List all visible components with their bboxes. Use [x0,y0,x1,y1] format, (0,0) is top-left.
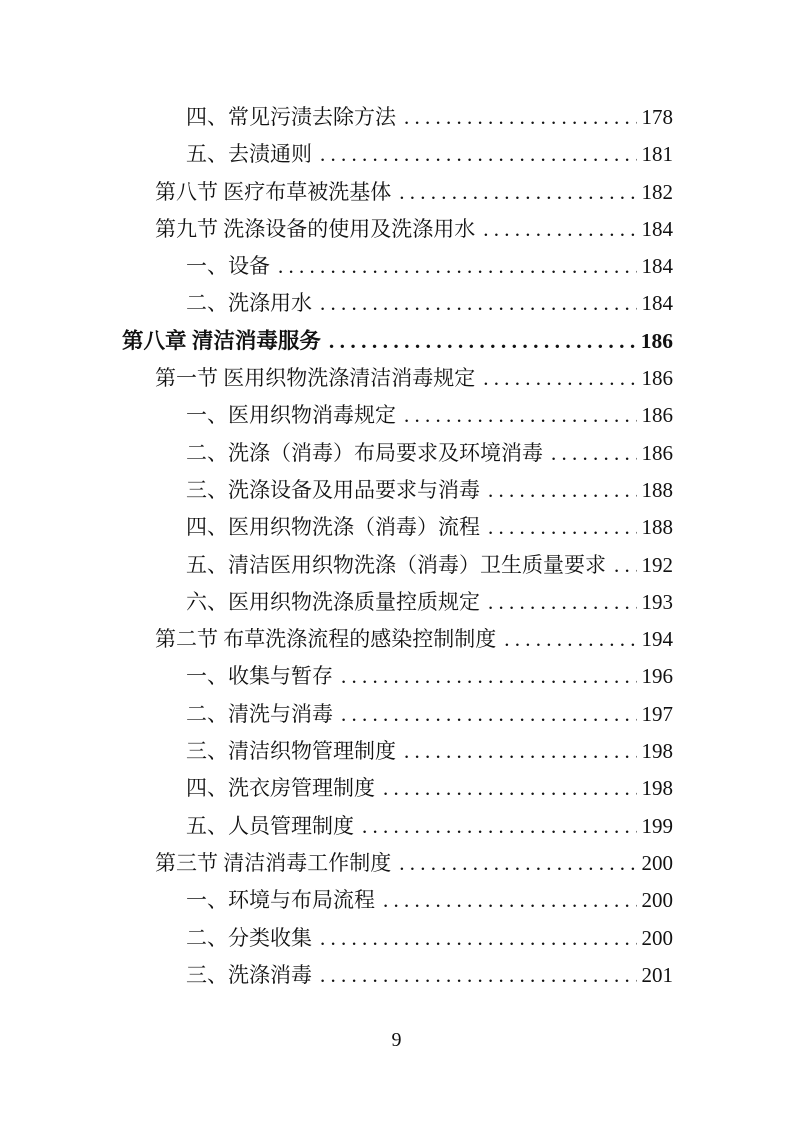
toc-entry-title: 二、分类收集 [186,925,312,950]
toc-dot-leader [362,808,637,845]
toc-entry [122,211,673,248]
toc-entry-title: 二、洗涤（消毒）布局要求及环境消毒 [186,440,543,465]
toc-dot-leader [320,285,637,322]
toc-entry-page: 198 [641,776,673,801]
toc-entry [122,845,673,882]
toc-entry-title: 三、洗涤消毒 [186,962,312,987]
toc-entry [122,696,673,733]
toc-entry-title: 六、医用织物洗涤质量控质规定 [186,589,480,614]
toc-dot-leader [483,360,637,397]
toc-entry [122,472,673,509]
toc-entry-page: 188 [641,515,673,540]
toc-dot-leader [404,733,637,770]
toc-entry-title: 一、收集与暂存 [186,664,333,689]
toc-dot-leader [320,920,637,957]
toc-dot-leader [614,547,637,584]
toc-entry-title: 二、清洗与消毒 [186,701,333,726]
toc-entry [122,99,673,136]
toc-entry-title: 四、常见污渍去除方法 [186,105,396,129]
toc-entry-page: 199 [641,813,673,838]
toc-entry-page: 188 [641,477,673,502]
toc-dot-leader [320,957,637,994]
toc-entry-title: 四、洗衣房管理制度 [186,776,375,801]
toc-dot-leader [320,136,637,173]
toc-entry [122,509,673,546]
toc-entry-page: 186 [640,328,673,353]
toc-dot-leader [278,248,637,285]
toc-entry [122,435,673,472]
toc-dot-leader [504,621,637,658]
toc-entry [122,658,673,695]
toc-dot-leader [383,770,637,807]
toc-dot-leader [404,99,637,136]
toc-entry [122,957,673,994]
toc-dot-leader [488,472,637,509]
toc-entry [122,174,673,211]
toc-dot-leader [399,845,637,882]
toc-dot-leader [399,174,637,211]
toc-entry-title: 一、医用织物消毒规定 [186,403,396,428]
toc-entry [122,248,673,285]
toc-entry-page: 193 [641,589,673,614]
toc-entry-title: 五、清洁医用织物洗涤（消毒）卫生质量要求 [186,552,606,577]
toc-entry-page: 186 [641,366,673,391]
toc-entry-page: 178 [641,105,673,129]
toc-entry-page: 184 [641,254,673,279]
toc-entry [122,621,673,658]
toc-entry-title: 一、环境与布局流程 [186,888,375,913]
table-of-contents [122,99,673,994]
toc-dot-leader [383,882,637,919]
toc-entry-title: 第二节 布草洗涤流程的感染控制制度 [155,627,497,652]
toc-dot-leader [329,323,637,360]
toc-entry [122,397,673,434]
toc-entry-page: 182 [641,179,673,204]
toc-entry [122,547,673,584]
toc-entry-title: 五、人员管理制度 [186,813,354,838]
toc-entry-title: 第八章 清洁消毒服务 [122,328,321,353]
toc-entry-page: 200 [641,850,673,875]
toc-entry-page: 197 [641,701,673,726]
toc-entry [122,808,673,845]
toc-entry-title: 三、洗涤设备及用品要求与消毒 [186,477,480,502]
toc-entry-title: 一、设备 [186,254,270,279]
toc-entry-page: 186 [641,440,673,465]
toc-entry-page: 192 [641,552,673,577]
toc-entry-title: 第一节 医用织物洗涤清洁消毒规定 [155,366,476,391]
toc-entry [122,584,673,621]
toc-dot-leader [341,696,637,733]
toc-dot-leader [483,211,637,248]
toc-dot-leader [341,658,637,695]
toc-entry [122,882,673,919]
toc-dot-leader [488,584,637,621]
toc-entry [122,770,673,807]
toc-entry [122,733,673,770]
toc-dot-leader [404,397,637,434]
toc-entry-title: 第三节 清洁消毒工作制度 [155,850,392,875]
toc-entry-page: 184 [641,291,673,316]
toc-entry-page: 200 [641,925,673,950]
toc-entry [122,360,673,397]
toc-entry-page: 200 [641,888,673,913]
toc-entry-page: 198 [641,739,673,764]
toc-entry [122,285,673,322]
toc-entry-title: 四、医用织物洗涤（消毒）流程 [186,515,480,540]
toc-dot-leader [488,509,637,546]
toc-entry-title: 二、洗涤用水 [186,291,312,316]
toc-entry-page: 201 [641,962,673,987]
toc-dot-leader [551,435,637,472]
toc-entry-title: 第八节 医疗布草被洗基体 [155,179,392,204]
toc-entry-title: 第九节 洗涤设备的使用及洗涤用水 [155,216,476,241]
toc-entry [122,323,673,360]
page-number: 9 [391,1029,402,1051]
toc-entry-page: 196 [641,664,673,689]
toc-entry-page: 184 [641,216,673,241]
toc-entry [122,920,673,957]
toc-entry-page: 181 [641,142,673,167]
toc-entry-title: 五、去渍通则 [186,142,312,167]
toc-entry-title: 三、清洁织物管理制度 [186,739,396,764]
toc-entry-page: 194 [641,627,673,652]
page-footer [0,1026,793,1054]
toc-entry [122,136,673,173]
toc-entry-page: 186 [641,403,673,428]
